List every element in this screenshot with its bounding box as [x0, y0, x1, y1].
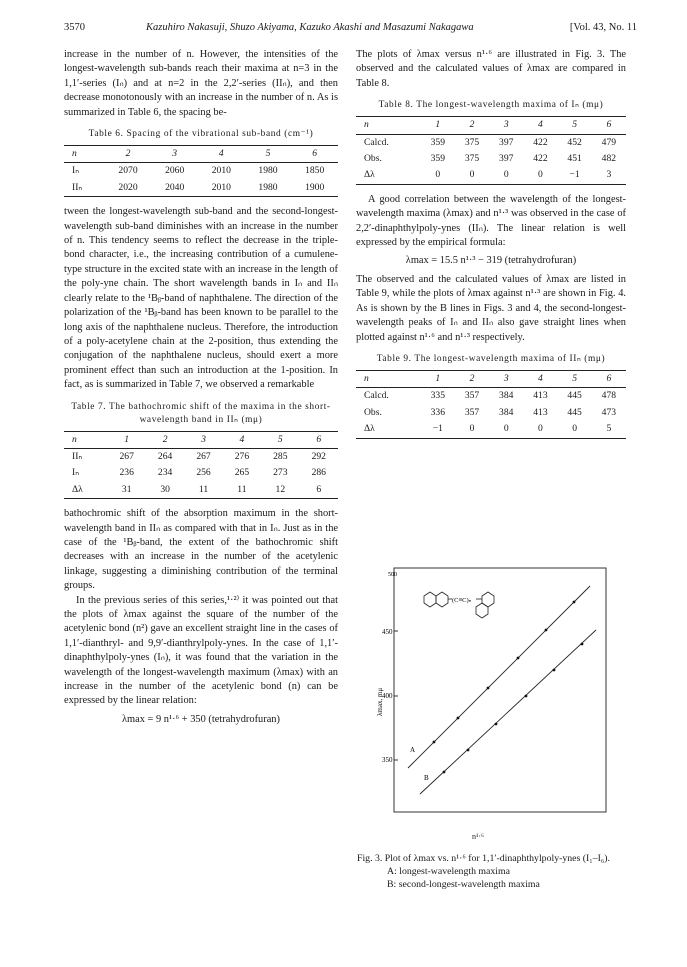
table-cell: Iₙ: [72, 467, 80, 479]
table-cell: 11: [198, 483, 209, 495]
y-tick-top: 500: [388, 572, 397, 578]
table-header-cell: n: [364, 372, 369, 384]
table-cell: 2010: [211, 181, 231, 193]
paragraph: increase in the number of n. However, the intensities of the longest-wavelength sub-bands reach their maxima at n=3 in the 1,1′-series (Iₙ) and at n=2 in the 2,2′-series (IIₙ), and then decrease monotonously with an increase in the number of n. As is summarized in Table 6, the spacing be-: [64, 49, 338, 118]
table-cell: 256: [196, 467, 211, 479]
table-cell: 30: [160, 483, 170, 495]
table-cell: 473: [601, 406, 617, 418]
table-cell: 264: [157, 450, 173, 462]
data-points: [433, 601, 584, 774]
table-9-caption: Table 9. The longest-wavelength maxima of IIₙ (mμ): [376, 353, 606, 364]
table-cell: 234: [157, 467, 173, 479]
table-cell: 0: [538, 423, 543, 435]
table-cell: 0: [503, 423, 509, 435]
volume-info: [Vol. 43, No. 11: [569, 22, 637, 33]
table-7-caption: Table 7. The bathochromic shift of the maxima in the short-wavelength band in IIₙ (mμ): [71, 401, 331, 425]
table-cell: 445: [567, 390, 582, 402]
table-cell: 479: [601, 136, 617, 148]
table-cell: 5: [606, 423, 612, 435]
table-cell: −1: [432, 423, 443, 435]
table-cell: 375: [464, 153, 480, 165]
table-row: [64, 163, 338, 180]
table-header-cell: 3: [503, 119, 509, 131]
table-header-cell: 6: [316, 433, 322, 445]
table-6: [64, 145, 338, 197]
table-header-cell: 5: [572, 372, 578, 384]
table-row: [64, 180, 338, 197]
table-cell: 384: [499, 390, 514, 402]
paragraph: The plots of λmax versus n¹·⁶ are illustrated in Fig. 3. The observed and the calculated values of λmax are compared in Table 8.: [356, 49, 626, 89]
table-header-cell: 4: [218, 148, 224, 160]
table-cell: 336: [430, 406, 445, 418]
table-row: [356, 151, 626, 167]
table-header-cell: 1: [435, 372, 441, 384]
table-cell: 2060: [165, 165, 185, 177]
table-header-cell: 2: [469, 119, 475, 131]
table-cell: 6: [316, 483, 322, 495]
paragraph: A good correlation between the wavelength of the longest-wavelength maxima (λmax) and n¹·³ was observed in the case of 2,2′-dinaphthylpoly-ynes (IIₙ). The linear relation is well expressed by the empirical formula:: [356, 193, 626, 249]
label-a: A: [410, 746, 416, 754]
table-header-cell: 6: [606, 372, 612, 384]
paragraph: The observed and the calculated values of λmax are listed in Table 9, while the plots of λmax against n¹·³ are shown in Fig. 4. As is shown by the B lines in Figs. 3 and 4, the second-longest-wavelength peaks of Iₙ and IIₙ also gave straight lines when plotted against n¹·⁶ and n¹·³ respectively.: [356, 273, 626, 343]
x-axis-label: n¹·⁶: [472, 832, 484, 841]
table-cell: Δλ: [364, 423, 375, 435]
table-cell: 1850: [305, 165, 325, 177]
table-row: [356, 405, 626, 421]
table-cell: 357: [464, 390, 480, 402]
label-b: B: [424, 774, 429, 782]
table-8-caption: Table 8. The longest-wavelength maxima of Iₙ (mμ): [378, 100, 604, 111]
table-cell: 1900: [305, 181, 325, 193]
table-cell: 413: [533, 406, 548, 418]
y-tick-450: 450: [382, 628, 393, 636]
figure-caption-a: A: longest-wavelength maxima: [387, 866, 510, 877]
table-cell: 2040: [165, 181, 185, 193]
table-header-cell: 2: [469, 372, 475, 384]
table-cell: 0: [538, 169, 543, 181]
table-cell: IIₙ: [72, 450, 83, 462]
figure-3: [376, 566, 618, 816]
paragraph: bathochromic shift of the absorption maximum in the short-wavelength band in IIₙ as compared with that in Iₙ. Just as in the case of the ¹Bᵦ-band, the extent of the bathochromic shift decreases with an increase in the number of the acetylenic linkage, suggesting a diminishing contribution of the terminal groups.: [64, 508, 338, 592]
figure-caption-title: Fig. 3. Plot of λmax vs. n¹·⁶ for 1,1′-dinaphthylpoly-ynes (I₁–I₆).: [357, 853, 610, 864]
table-header-cell: 2: [162, 433, 168, 445]
table-cell: Calcd.: [364, 390, 389, 402]
table-header-cell: 5: [277, 433, 283, 445]
table-header-cell: n: [364, 119, 369, 131]
table-header-cell: 3: [503, 372, 509, 384]
figure-caption-b: B: second-longest-wavelength maxima: [387, 879, 540, 890]
table-cell: Δλ: [72, 483, 83, 495]
authors: Kazuhiro Nakasuji, Shuzo Akiyama, Kazuko Akashi and Masazumi Nakagawa: [146, 22, 474, 33]
table-cell: 11: [237, 483, 247, 495]
table-cell: 286: [311, 467, 326, 479]
table-cell: 422: [533, 136, 548, 148]
table-cell: IIₙ: [72, 181, 83, 193]
table-cell: 265: [234, 467, 250, 479]
table-cell: 397: [499, 153, 514, 165]
table-header-cell: 4: [538, 372, 543, 384]
table-row: [356, 388, 626, 405]
table-cell: 452: [567, 136, 582, 148]
table-cell: 236: [119, 467, 134, 479]
table-cell: 375: [464, 136, 480, 148]
table-cell: 1980: [258, 181, 278, 193]
table-cell: 422: [533, 153, 548, 165]
table-cell: 0: [469, 169, 475, 181]
right-column: [356, 48, 626, 447]
table-header-cell: 3: [201, 433, 206, 445]
table-header-cell: 4: [239, 433, 245, 445]
paragraph: tween the longest-wavelength sub-band and the second-longest-wavelength sub-band diminishes with an increase in the number of n. This tendency seems to reflect the decrease in the triple-bond character, i.e., the increasing contribution of a cumulene-type structure in the excited state with an increase in the length of the poly-yne chain. The short wavelength bands in Iₙ and IIₙ clearly relate to the ¹Bᵦ-band of naphthalene. The direction of the polarization of the ¹Bᵦ-band has been known to be parallel to the long axis of the naphthalene nucleus. Therefore, the introduction of a poly-acetylene chain at the 2-position, thus extending the conjugation of the naphthalene nucleus, should exert a more prominent effect than such an introduction at the 1-position. In fact, as is summarized in Table 7, we observed a remarkable: [64, 206, 338, 391]
table-cell: 445: [567, 406, 582, 418]
table-header-cell: 3: [172, 148, 178, 160]
table-header-cell: 6: [312, 148, 318, 160]
table-cell: Iₙ: [72, 165, 80, 177]
left-column: [64, 48, 338, 731]
table-cell: 359: [430, 153, 445, 165]
table-header-cell: 1: [124, 433, 130, 445]
table-cell: −1: [569, 169, 580, 181]
page-number: 3570: [64, 22, 85, 33]
equation-1: λmax = 9 n¹·⁶ + 350 (tetrahydrofuran): [122, 713, 280, 725]
table-cell: 0: [435, 169, 441, 181]
table-cell: 335: [430, 390, 445, 402]
table-6-caption: Table 6. Spacing of the vibrational sub-band (cm⁻¹): [88, 129, 314, 140]
table-cell: 292: [311, 450, 326, 462]
table-cell: 397: [499, 136, 514, 148]
figure-caption: [357, 852, 627, 891]
table-cell: 267: [119, 450, 134, 462]
table-cell: 482: [601, 153, 617, 165]
table-cell: 0: [572, 423, 578, 435]
table-cell: 2070: [118, 165, 138, 177]
table-8: [356, 116, 626, 185]
table-cell: 413: [533, 390, 548, 402]
table-header-cell: 5: [572, 119, 578, 131]
y-tick-350: 350: [382, 756, 393, 764]
table-cell: 31: [121, 483, 132, 495]
table-row: [64, 482, 338, 499]
table-cell: 273: [273, 467, 288, 479]
y-tick-400: 400: [382, 692, 393, 700]
table-header-cell: n: [72, 433, 77, 445]
table-header-cell: 2: [125, 148, 131, 160]
equation-2: λmax = 15.5 n¹·³ − 319 (tetrahydrofuran): [405, 255, 577, 267]
table-header-cell: 4: [538, 119, 543, 131]
running-header: [64, 22, 637, 38]
table-9: [356, 370, 626, 439]
table-cell: 0: [469, 423, 475, 435]
table-cell: Δλ: [364, 169, 375, 181]
table-cell: 357: [464, 406, 480, 418]
table-row: [64, 465, 338, 481]
table-cell: Obs.: [364, 153, 382, 165]
paragraph: In the previous series of this series,¹·²⁾ it was pointed out that the plots of λmax against the square of the number of the acetylenic bond (n²) gave an excellent straight line in the cases of 1,1′-dianthryl- and 9,9′-dianthrylpoly-ynes. In the case of 1,1′-dinaphthylpoly-ynes (Iₙ), it was found that the variation in the wavelength of the longest-wavelength maximum (λmax) with an increase in the number of the acetylenic bond (n) can be expressed by the linear relation:: [64, 594, 338, 707]
line-a: [408, 586, 590, 768]
line-b: [420, 630, 596, 794]
table-cell: 2010: [211, 165, 231, 177]
table-row: [356, 167, 626, 184]
table-cell: 0: [503, 169, 509, 181]
table-cell: 3: [606, 169, 612, 181]
table-header-cell: n: [72, 148, 77, 160]
table-cell: 285: [273, 450, 288, 462]
table-cell: Obs.: [364, 406, 382, 418]
y-axis-label: λmax, mμ: [376, 687, 384, 716]
table-header-cell: 5: [265, 148, 271, 160]
table-7: [64, 431, 338, 500]
table-cell: 359: [430, 136, 445, 148]
table-row: [356, 134, 626, 151]
table-row: [64, 448, 338, 465]
structure-label: (C≡C)ₙ: [452, 597, 472, 604]
table-cell: 478: [601, 390, 617, 402]
table-cell: 12: [275, 483, 286, 495]
table-cell: 2020: [118, 181, 138, 193]
structure-drawing: [424, 592, 494, 618]
table-cell: 384: [499, 406, 514, 418]
table-cell: 451: [567, 153, 582, 165]
table-row: [356, 421, 626, 438]
table-cell: 276: [234, 450, 250, 462]
table-cell: Calcd.: [364, 136, 389, 148]
table-cell: 1980: [258, 165, 278, 177]
table-header-cell: 1: [435, 119, 441, 131]
table-cell: 267: [196, 450, 211, 462]
table-header-cell: 6: [606, 119, 612, 131]
